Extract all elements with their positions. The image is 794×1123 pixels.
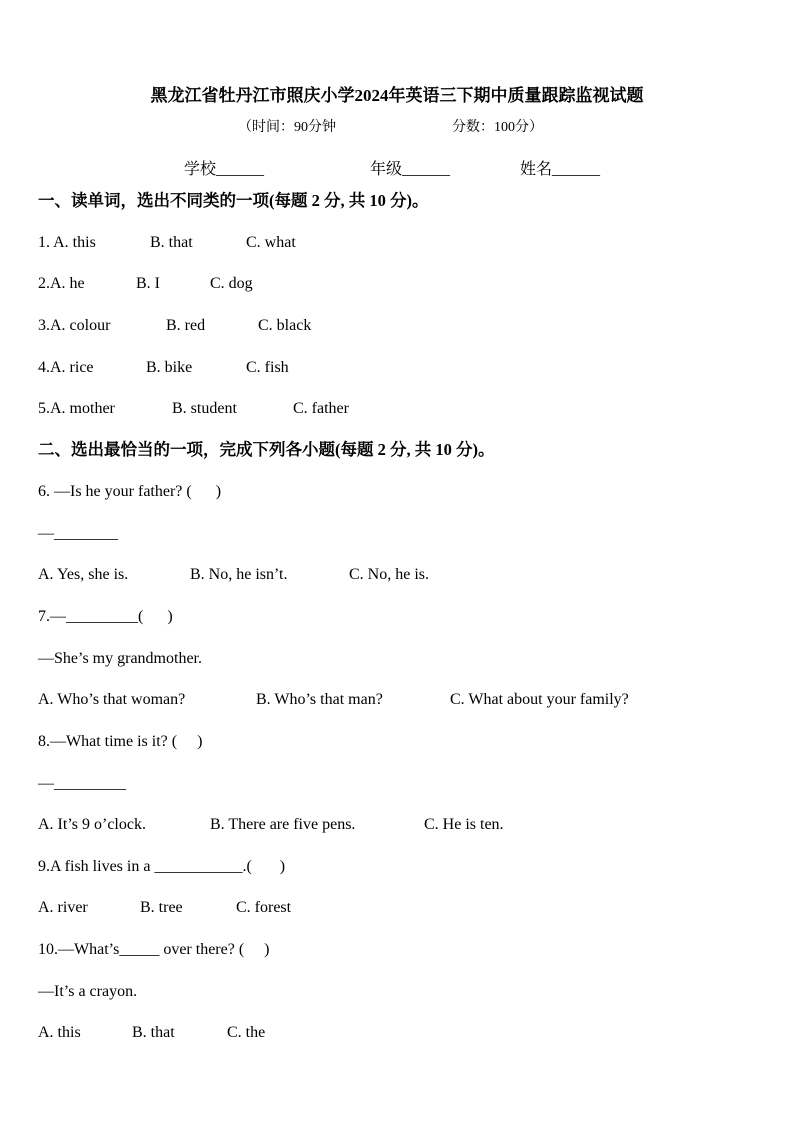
- option-c: C. what: [246, 234, 296, 251]
- option-c: C. forest: [236, 899, 292, 916]
- section-2-heading: 二、选出最恰当的一项，完成下列各小题(每题 2 分, 共 10 分)。: [38, 440, 495, 459]
- option-a: 1. A. this: [38, 234, 96, 251]
- option-b: B. that: [150, 234, 193, 251]
- question-stem: 8.—What time is it? ( ): [38, 733, 203, 750]
- question-stem: 6. —Is he your father? ( ): [38, 483, 222, 500]
- question-reply: —________: [38, 525, 118, 542]
- exam-score: 分数：100分）: [452, 120, 543, 135]
- option-c: C. No, he is.: [349, 566, 429, 583]
- option-b: B. Who’s that man?: [256, 691, 383, 708]
- option-a: 4.A. rice: [38, 359, 94, 376]
- option-b: B. I: [136, 275, 160, 292]
- option-a: A. Yes, she is.: [38, 566, 129, 583]
- question-stem: 10.—What’s_____ over there? ( ): [38, 941, 270, 958]
- option-b: B. No, he isn’t.: [190, 566, 288, 583]
- option-a: A. It’s 9 o’clock.: [38, 816, 146, 833]
- option-b: B. tree: [140, 899, 183, 916]
- option-c: C. fish: [246, 359, 289, 376]
- option-c: C. black: [258, 317, 312, 334]
- question-reply: —It’s a crayon.: [38, 983, 138, 1000]
- option-a: A. river: [38, 899, 88, 916]
- option-b: B. There are five pens.: [210, 816, 356, 833]
- option-a: A. Who’s that woman?: [38, 691, 186, 708]
- option-c: C. dog: [210, 275, 253, 292]
- option-c: C. He is ten.: [424, 816, 504, 833]
- question-stem: 9.A fish lives in a ___________.( ): [38, 858, 286, 875]
- school-field: 学校______: [184, 161, 265, 178]
- grade-field: 年级______: [370, 161, 451, 178]
- section-1-heading: 一、读单词，选出不同类的一项(每题 2 分, 共 10 分)。: [38, 191, 429, 210]
- option-a: A. this: [38, 1024, 81, 1041]
- option-c: C. What about your family?: [450, 691, 629, 708]
- option-c: C. the: [227, 1024, 266, 1041]
- question-stem: 7.—_________( ): [38, 608, 173, 625]
- option-b: B. bike: [146, 359, 193, 376]
- option-b: B. student: [172, 400, 237, 417]
- option-a: 3.A. colour: [38, 317, 111, 334]
- option-a: 2.A. he: [38, 275, 85, 292]
- option-a: 5.A. mother: [38, 400, 115, 417]
- name-field: 姓名______: [520, 161, 601, 178]
- option-b: B. that: [132, 1024, 175, 1041]
- question-reply: —_________: [38, 775, 126, 792]
- page-title: 黑龙江省牡丹江市照庆小学2024年英语三下期中质量跟踪监视试题: [150, 86, 644, 105]
- exam-time: （时间：90分钟: [238, 120, 336, 135]
- question-reply: —She’s my grandmother.: [38, 650, 202, 667]
- option-c: C. father: [293, 400, 349, 417]
- option-b: B. red: [166, 317, 206, 334]
